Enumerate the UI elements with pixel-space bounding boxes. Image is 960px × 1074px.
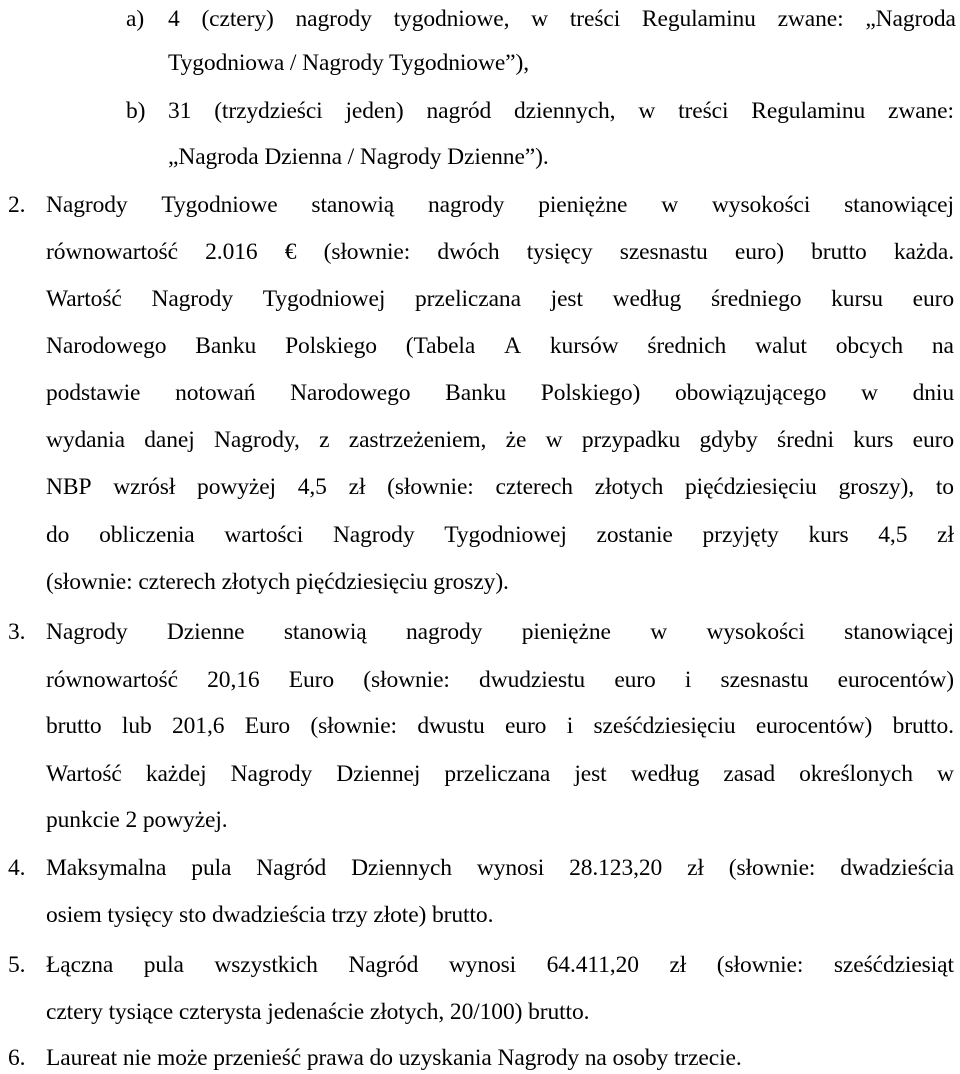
word: w (650, 619, 668, 645)
word: Euro (288, 667, 335, 693)
word: Maksymalna (46, 855, 167, 881)
item-3-line-1 (46, 617, 954, 647)
word: euro (504, 713, 547, 739)
word: określonych (799, 761, 913, 787)
word: złotych (594, 474, 664, 500)
word: (trzydzieści (214, 98, 323, 124)
item-2-line-9: (słownie: czterech złotych pięćdziesięciu groszy). (46, 569, 509, 595)
word: euro (912, 286, 954, 312)
word: dwadzieścia (840, 855, 954, 881)
word: zwane: (888, 98, 954, 124)
word: wzrósł (113, 474, 176, 500)
item-number-5: 5. (8, 952, 26, 978)
word: obcych (835, 333, 903, 359)
word: (słownie: (323, 239, 411, 265)
word: średni (777, 427, 834, 453)
word: euro (912, 427, 954, 453)
word: w (661, 192, 679, 218)
word: sześćdziesięciu (593, 713, 736, 739)
item-3-line-5: punkcie 2 powyżej. (46, 807, 228, 833)
word: sześćdziesiąt (833, 952, 954, 978)
word: podstawie (46, 380, 141, 406)
word: każdej (145, 761, 207, 787)
word: Dziennej (336, 761, 421, 787)
word: przypadku (581, 427, 681, 453)
item-2-line-4 (46, 331, 954, 361)
item-number-4: 4. (8, 855, 26, 881)
word: stanowią (283, 619, 367, 645)
word: (słownie: (716, 952, 804, 978)
item-2-line-3 (46, 284, 954, 314)
list-item-a-line-1 (168, 4, 956, 34)
word: eurocentów) (837, 667, 954, 693)
word: (słownie: (363, 667, 450, 693)
word: w (531, 6, 549, 32)
word: (Tabela (405, 333, 476, 359)
word: Nagród (256, 855, 327, 881)
word: wysokości (706, 619, 805, 645)
item-3-line-3 (46, 711, 954, 741)
item-4-line-1 (46, 853, 954, 883)
word: treści (678, 98, 729, 124)
word: Nagrody (332, 522, 415, 548)
word: Nagrody, (213, 427, 300, 453)
word: gdyby (699, 427, 758, 453)
word: równowartość (46, 239, 178, 265)
word: 4,5 (297, 474, 327, 500)
word: według (630, 761, 700, 787)
list-marker-b: b) (126, 98, 146, 124)
word: Nagrody (46, 192, 128, 218)
word: kurs (808, 522, 849, 548)
word: 28.123,20 (569, 855, 663, 881)
list-marker-a: a) (126, 6, 145, 32)
word: NBP (46, 474, 92, 500)
word: pula (143, 952, 184, 978)
word: Tygodniowe (161, 192, 278, 218)
word: 4,5 (878, 522, 908, 548)
item-number-6: 6. (8, 1045, 26, 1071)
word: przeliczana (444, 761, 551, 787)
item-2-line-8 (46, 520, 954, 550)
word: średniego (710, 286, 802, 312)
word: zł (937, 522, 954, 548)
item-2-line-5 (46, 378, 954, 408)
word: danej (144, 427, 195, 453)
word: że (505, 427, 527, 453)
word: tygodniowe, (393, 6, 510, 32)
word: eurocentów) (755, 713, 873, 739)
word: Polskiego (285, 333, 377, 359)
item-2-line-1 (46, 190, 954, 220)
word: każda. (893, 239, 954, 265)
word: 201,6 (172, 713, 225, 739)
word: Banku (445, 380, 507, 406)
word: nagrody (406, 619, 483, 645)
word: Tygodniowej (444, 522, 567, 548)
word: Łączna (46, 952, 114, 978)
word: euro) (734, 239, 784, 265)
word: zasad (723, 761, 776, 787)
word: 2.016 (205, 239, 258, 265)
item-number-2: 2. (8, 192, 26, 218)
word: dniu (912, 380, 954, 406)
word: groszy), (838, 474, 915, 500)
word: Dziennych (351, 855, 452, 881)
word: dwudziestu (479, 667, 586, 693)
word: wynosi (476, 855, 545, 881)
item-2-line-7 (46, 472, 954, 502)
word: jeden) (345, 98, 404, 124)
word: i (566, 713, 574, 739)
word: na (931, 333, 954, 359)
word: notowań (175, 380, 256, 406)
word: kurs (853, 427, 894, 453)
word: wynosi (448, 952, 517, 978)
word: Narodowego (290, 380, 411, 406)
word: Tygodniowej (262, 286, 386, 312)
word: Dzienne (166, 619, 245, 645)
word: Nagród (348, 952, 419, 978)
word: nagród (426, 98, 492, 124)
word: szesnastu (619, 239, 708, 265)
word: Regulaminu (641, 6, 756, 32)
word: Wartość (46, 761, 122, 787)
word: Polskiego) (540, 380, 641, 406)
word: zastrzeżeniem, (348, 427, 487, 453)
word: szesnastu (720, 667, 809, 693)
word: brutto (46, 713, 102, 739)
word: stanowiącej (844, 619, 954, 645)
word: jest (574, 761, 607, 787)
item-number-3: 3. (8, 619, 26, 645)
word: Nagrody (230, 761, 313, 787)
word: zł (687, 855, 704, 881)
word: przyjęty (702, 522, 779, 548)
word: € (284, 239, 297, 265)
word: kursów (549, 333, 619, 359)
word: średnich (647, 333, 727, 359)
word: 4 (168, 6, 180, 32)
word: stanowiącej (844, 192, 954, 218)
word: walut (755, 333, 807, 359)
word: 64.411,20 (546, 952, 639, 978)
word: tysięcy (526, 239, 593, 265)
word: pieniężne (521, 619, 611, 645)
word: brutto (811, 239, 867, 265)
item-3-line-2 (46, 665, 954, 695)
word: treści (569, 6, 621, 32)
word: pula (191, 855, 232, 881)
word: (słownie: (310, 713, 397, 739)
item-4-line-2: osiem tysięcy sto dwadzieścia trzy złote) brutto. (46, 902, 494, 928)
word: jest (550, 286, 583, 312)
word: Nagrody (46, 619, 128, 645)
word: powyżej (197, 474, 276, 500)
item-2-line-2 (46, 237, 954, 267)
word: dziennych, (514, 98, 616, 124)
word: 20,16 (207, 667, 260, 693)
word: Banku (195, 333, 257, 359)
word: przeliczana (415, 286, 521, 312)
word: w (861, 380, 878, 406)
word: zł (669, 952, 687, 978)
word: z (319, 427, 330, 453)
word: wszystkich (214, 952, 318, 978)
word: stanowią (311, 192, 395, 218)
word: wysokości (711, 192, 811, 218)
word: w (545, 427, 563, 453)
list-item-a-line-2: Tygodniowa / Nagrody Tygodniowe”), (168, 50, 529, 76)
item-5-line-2: cztery tysiące czterysta jedenaście złotych, 20/100) brutto. (46, 999, 590, 1025)
word: i (684, 667, 692, 693)
word: Regulaminu (751, 98, 866, 124)
word: (cztery) (201, 6, 274, 32)
item-5-line-1 (46, 950, 954, 980)
word: obowiązującego (675, 380, 827, 406)
word: pięćdziesięciu (685, 474, 817, 500)
item-3-line-4 (46, 759, 954, 789)
word: Nagrody (151, 286, 233, 312)
word: zostanie (596, 522, 673, 548)
word: wartości (224, 522, 304, 548)
word: do (46, 522, 70, 548)
word: brutto. (892, 713, 954, 739)
word: Wartość (46, 286, 122, 312)
item-6-line-1: Laureat nie może przenieść prawa do uzyskania Nagrody na osoby trzecie. (46, 1045, 742, 1071)
word: euro (614, 667, 656, 693)
list-item-b-line-2: „Nagroda Dzienna / Nagrody Dzienne”). (168, 144, 549, 170)
word: 31 (168, 98, 192, 124)
word: czterech (495, 474, 573, 500)
word: równowartość (46, 667, 178, 693)
word: lub (121, 713, 152, 739)
word: dwustu (417, 713, 485, 739)
word: w (937, 761, 954, 787)
word: pieniężne (538, 192, 628, 218)
word: zwane: (777, 6, 844, 32)
word: A (504, 333, 521, 359)
word: Euro (244, 713, 291, 739)
word: zł (348, 474, 366, 500)
word: nagrody (428, 192, 505, 218)
word: (słownie: (728, 855, 816, 881)
word: według (612, 286, 682, 312)
word: to (935, 474, 954, 500)
word: dwóch (437, 239, 500, 265)
word: (słownie: (387, 474, 474, 500)
word: kursu (831, 286, 883, 312)
word: wydania (46, 427, 125, 453)
word: w (638, 98, 656, 124)
word: obliczenia (99, 522, 195, 548)
word: „Nagroda (865, 6, 956, 32)
word: Narodowego (46, 333, 167, 359)
word: nagrody (295, 6, 372, 32)
item-2-line-6 (46, 425, 954, 455)
list-item-b-line-1 (168, 96, 954, 126)
